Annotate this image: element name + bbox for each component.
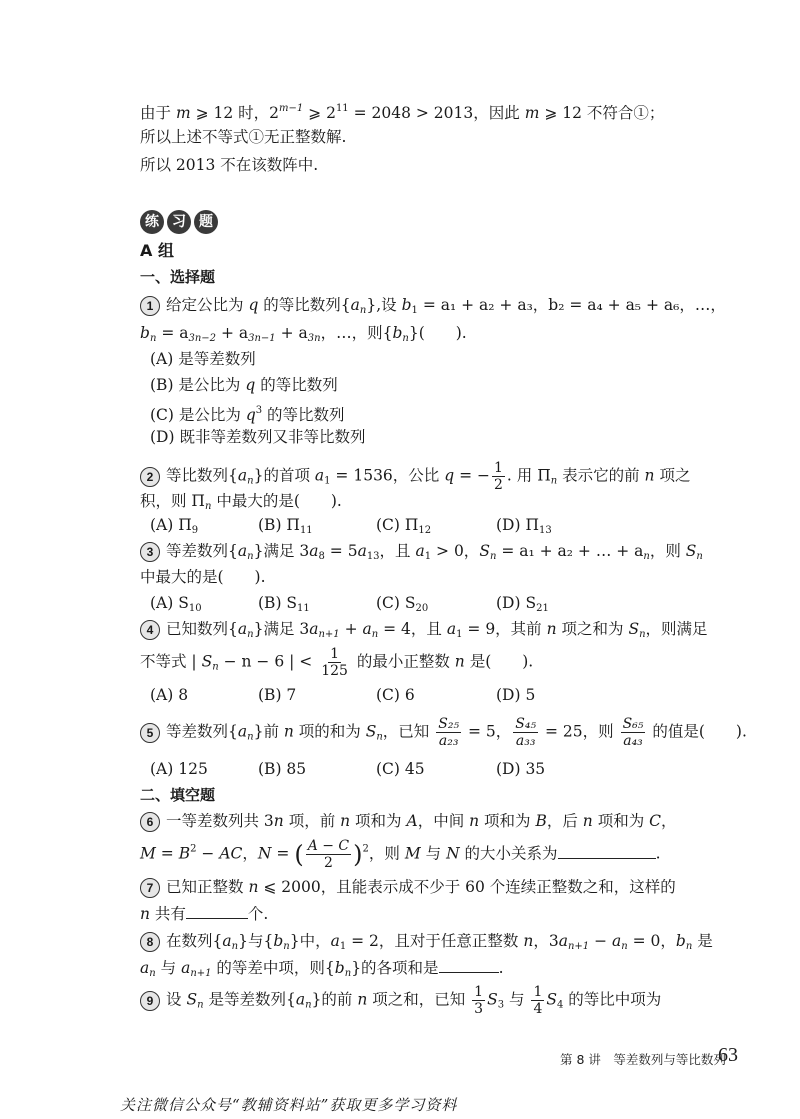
q3-option-c: (C) S20: [376, 594, 429, 614]
q3-option-d: (D) S21: [496, 594, 549, 614]
q1-option-c: (C) 是公比为 $q^3$ 的等比数列: [150, 405, 345, 424]
question-number: 5: [140, 723, 160, 743]
part-heading-choice: 一、选择题: [140, 268, 216, 286]
question-number: 2: [140, 467, 160, 487]
q2-option-b: (B) Π11: [258, 516, 313, 536]
watermark-text: 关注微信公众号“教辅资料站”获取更多学习资料: [120, 1096, 458, 1114]
fraction: $\frac{1}{125}$: [321, 646, 348, 679]
fraction: $\frac{1}{3}$: [474, 984, 484, 1017]
q1-option-a: (A) 是等差数列: [150, 350, 256, 368]
q8-line-2: $a_n$ 与 $a_{n+1}$ 的等差中项，则$\{b_n\}$的各项和是 .: [140, 956, 504, 985]
q4-option-b: (B) 7: [258, 686, 297, 704]
q1-line-2: $b_n = a_{3n-2} + a_{3n-1} + a_{3n}$，…，则$\{b_n\}$( ).: [140, 324, 467, 344]
q7-line-2: n 共有 个.: [140, 902, 268, 925]
fraction: $\frac{\text{S₂₅}}{\text{a₂₃}}$: [438, 716, 460, 749]
q1-option-b: (B) 是公比为 q 的等比数列: [150, 376, 338, 394]
q5-line-1: 5 等差数列$\{a_n\}$前 n 项的和为 $S_n$，已知 $\frac{\text{S₂₅}}{\text{a₂₃}}$ = 5， $\frac{\text{S₄₅}}{\text{a₃₃}}$ = 25，则 $\frac{\text{S₆₅}}{\text{a₄₃}}$ 的值是( ).: [140, 716, 747, 756]
fraction: $\frac{1}{2}$: [494, 460, 503, 493]
answer-blank[interactable]: [439, 956, 499, 973]
q4-line-2: 不等式 | $S_n - n - 6$ | < $\frac{1}{125}$ 的最小正整数 n 是( ).: [140, 646, 534, 679]
exercise-badge: [140, 210, 221, 234]
q4-line-1: 4 已知数列$\{a_n\}$满足 $3a_{n+1} + a_n = 4$，且 a1 = 9，其前 n 项之和为 $S_n$，则满足: [140, 618, 708, 646]
q8-line-1: 8 在数列$\{a_n\}$与$\{b_n\}$中，a1 = 2，且对于任意正整数 n，$3a_{n+1} - a_n = 0$，$b_n$ 是: [140, 930, 713, 958]
intro-line-3: 所以 2013 不在该数阵中.: [140, 156, 319, 174]
question-number: 3: [140, 542, 160, 562]
intro-line-1: 由于 m ⩾ 12 时，$2^{m-1}$ ⩾ $2^{11} = 2048 > 2013$，因此 m ⩾ 12 不符合①；: [140, 103, 665, 122]
q3-line-1: 3 等差数列$\{a_n\}$满足 3a8 = 5a13，且 a1 > 0，$S_n = a_1 + a_2$ + … + $a_n$，则 $S_n$: [140, 540, 703, 568]
fraction: $\frac{1}{4}$: [533, 984, 543, 1017]
answer-blank[interactable]: [558, 842, 656, 859]
q5-option-b: (B) 85: [258, 760, 307, 778]
q4-option-a: (A) 8: [150, 686, 189, 704]
q5-option-d: (D) 35: [496, 760, 546, 778]
q2-option-d: (D) Π13: [496, 516, 552, 536]
q6-line-2: $M = B^2$ − AC，N = ( $\frac{A - C}{2}$ )$^2$，则 M 与 N 的大小关系为 .: [140, 838, 661, 871]
badge-char: 习: [167, 210, 191, 234]
fraction: $\frac{A - C}{2}$: [307, 838, 350, 871]
question-number: 1: [140, 296, 160, 316]
q2-line-2: 积，则 $\Pi_n$ 中最大的是( ).: [140, 492, 342, 512]
q1-option-d: (D) 既非等差数列又非等比数列: [150, 428, 366, 446]
question-number: 9: [140, 991, 160, 1011]
intro-line-2: 所以上述不等式①无正整数解.: [140, 128, 347, 146]
fraction: $\frac{\text{S₄₅}}{\text{a₃₃}}$: [515, 716, 537, 749]
q6-line-1: 6 一等差数列共 3n 项，前 n 项和为 A，中间 n 项和为 B，后 n 项和为 C，: [140, 810, 677, 832]
badge-char: 题: [194, 210, 218, 234]
question-number: 4: [140, 620, 160, 640]
question-number: 7: [140, 878, 160, 898]
page-number: 63: [718, 1044, 738, 1066]
part-heading-fill: 二、填空题: [140, 786, 216, 804]
q2-option-c: (C) Π12: [376, 516, 432, 536]
q4-option-c: (C) 6: [376, 686, 415, 704]
q3-option-b: (B) S11: [258, 594, 310, 614]
q1-line-1: 1 给定公比为 q 的等比数列$\{a_n\}$,设 b1 = a₁ + a₂ + a₃，b₂ = a₄ + a₅ + a₆，…，: [140, 294, 726, 322]
question-number: 8: [140, 932, 160, 952]
q5-option-a: (A) 125: [150, 760, 208, 778]
q2-line-1: 2 等比数列$\{a_n\}$的首项 a1 = 1536，公比 q = − $\frac{1}{2}$ . 用 $\Pi_n$ 表示它的前 n 项之: [140, 460, 690, 496]
q3-line-2: 中最大的是( ).: [140, 568, 266, 586]
q4-option-d: (D) 5: [496, 686, 536, 704]
q9-line-1: 9 设 $S_n$ 是等差数列$\{a_n\}$的前 n 项之和，已知 $\frac{1}{3}$ S3 与 $\frac{1}{4}$ S4 的等比中项为: [140, 984, 661, 1024]
q5-option-c: (C) 45: [376, 760, 425, 778]
q3-option-a: (A) S10: [150, 594, 202, 614]
question-number: 6: [140, 812, 160, 832]
fraction: $\frac{\text{S₆₅}}{\text{a₄₃}}$: [622, 716, 644, 749]
q2-option-a: (A) Π9: [150, 516, 199, 536]
group-heading: A 组: [140, 241, 174, 260]
answer-blank[interactable]: [186, 902, 248, 919]
q7-line-1: 7 已知正整数 n ⩽ 2000，且能表示成不少于 60 个连续正整数之和，这样的: [140, 876, 676, 898]
chapter-label: 第 8 讲 等差数列与等比数列: [560, 1052, 726, 1067]
badge-char: 练: [140, 210, 164, 234]
